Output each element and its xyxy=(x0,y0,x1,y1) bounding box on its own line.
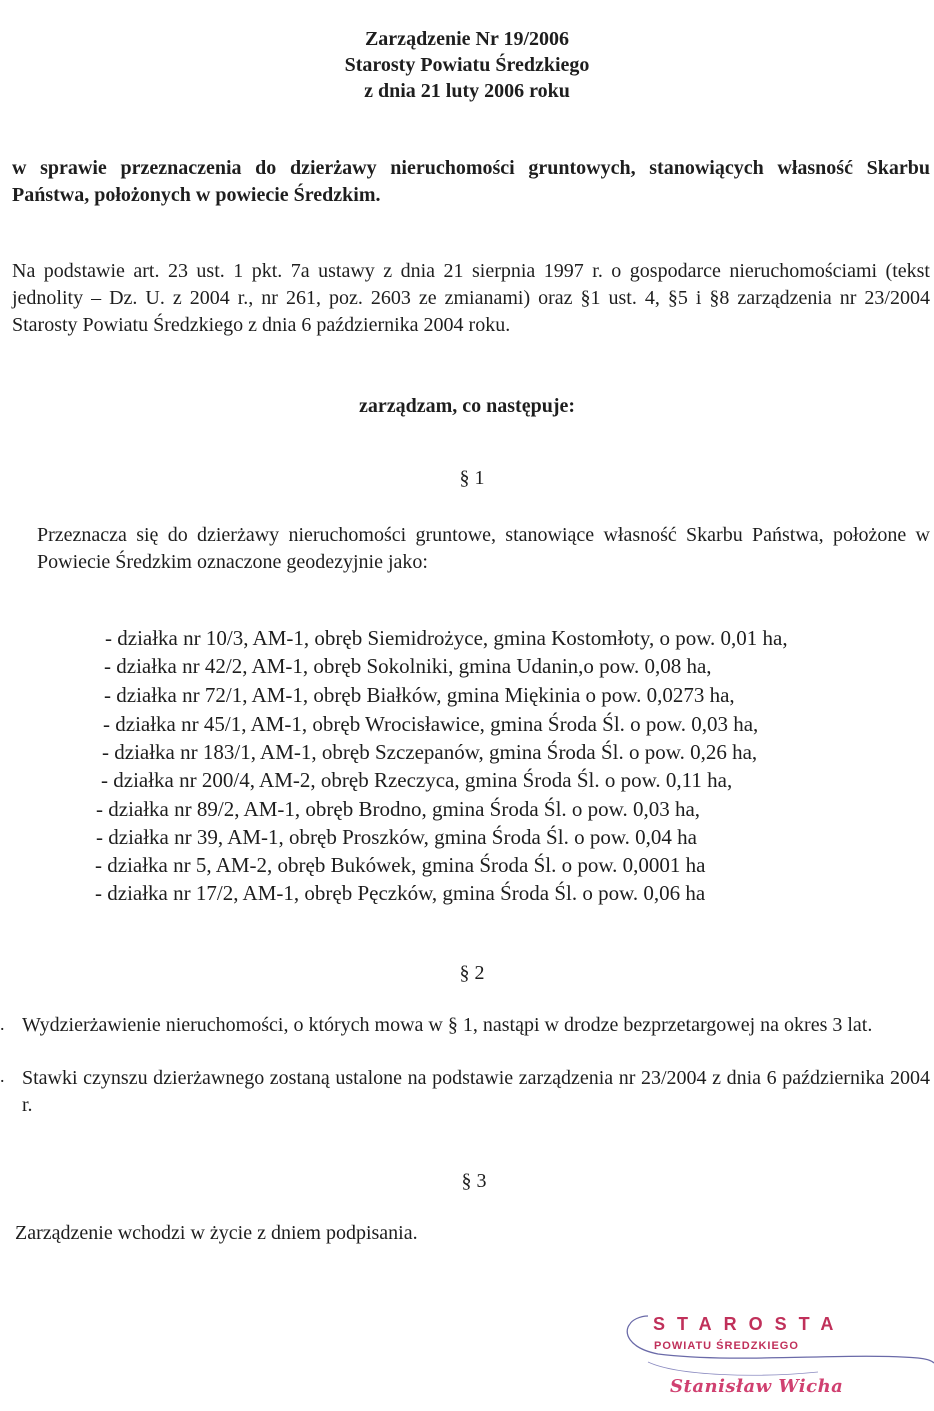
parcel-item: - działka nr 42/2, AM-1, obręb Sokolniki, gmina Udanin,o pow. 0,08 ha, xyxy=(104,654,712,678)
section-1-heading: § 1 xyxy=(459,467,485,489)
section-3-heading: § 3 xyxy=(461,1170,487,1192)
section-2-heading: § 2 xyxy=(459,962,485,984)
official-stamp xyxy=(618,1306,934,1411)
parcel-item: - działka nr 200/4, AM-2, obręb Rzeczyca, gmina Środa Śl. o pow. 0,11 ha, xyxy=(101,768,733,792)
legal-basis-paragraph: Na podstawie art. 23 ust. 1 pkt. 7a ustawy z dnia 21 sierpnia 1997 r. o gospodarce nieruchomościami (tekst jednolity – Dz. U. z 2004 r., nr 261, poz. 2603 ze zmianami) oraz §1 ust. 4, §5 i §8 zarządzenia nr 23/2004 Starosty Powiatu Średzkiego z dnia 6 października 2004 roku. xyxy=(12,260,930,336)
parcel-item: - działka nr 89/2, AM-1, obręb Brodno, gmina Środa Śl. o pow. 0,03 ha, xyxy=(96,797,701,821)
document-title: Zarządzenie Nr 19/2006 xyxy=(364,28,570,50)
parcel-item: - działka nr 5, AM-2, obręb Bukówek, gmina Środa Śl. o pow. 0,0001 ha xyxy=(95,853,706,877)
document-subject: w sprawie przeznaczenia do dzierżawy nieruchomości gruntowych, stanowiących własność Skarbu Państwa, położonych w powiecie Średzkim. xyxy=(12,157,930,206)
stamp-title: STAROSTA xyxy=(653,1314,846,1334)
list-bullet: . xyxy=(0,1014,5,1034)
parcel-item: - działka nr 10/3, AM-1, obręb Siemidrożyce, gmina Kostomłoty, o pow. 0,01 ha, xyxy=(105,626,788,650)
signatory-name: Stanisław Wicha xyxy=(670,1376,844,1397)
document-issuer: Starosty Powiatu Średzkiego xyxy=(344,54,590,76)
stamp-subtitle: POWIATU ŚREDZKIEGO xyxy=(654,1340,799,1352)
section-2-item-1: Wydzierżawienie nieruchomości, o których mowa w § 1, nastąpi w drodze bezprzetargowej na okres 3 lat. xyxy=(22,1014,873,1036)
document-date: z dnia 21 luty 2006 roku xyxy=(364,80,570,102)
parcel-item: - działka nr 45/1, AM-1, obręb Wrocisławice, gmina Środa Śl. o pow. 0,03 ha, xyxy=(103,712,759,736)
decree-phrase: zarządzam, co następuje: xyxy=(358,395,576,417)
section-2-item-2: Stawki czynszu dzierżawnego zostaną ustalone na podstawie zarządzenia nr 23/2004 z dnia 6 października 2004 r. xyxy=(22,1067,930,1116)
parcel-item: - działka nr 39, AM-1, obręb Proszków, gmina Środa Śl. o pow. 0,04 ha xyxy=(96,825,697,849)
parcel-item: - działka nr 72/1, AM-1, obręb Białków, gmina Miękinia o pow. 0,0273 ha, xyxy=(104,683,735,707)
list-bullet: . xyxy=(0,1066,5,1086)
section-1-text: Przeznacza się do dzierżawy nieruchomości gruntowe, stanowiące własność Skarbu Państwa, położone w Powiecie Średzkim oznaczone geodezyjnie jako: xyxy=(37,524,930,573)
parcel-item: - działka nr 183/1, AM-1, obręb Szczepanów, gmina Środa Śl. o pow. 0,26 ha, xyxy=(102,740,758,764)
parcel-item: - działka nr 17/2, AM-1, obręb Pęczków, gmina Środa Śl. o pow. 0,06 ha xyxy=(95,881,706,905)
section-3-text: Zarządzenie wchodzi w życie z dniem podpisania. xyxy=(15,1222,418,1244)
